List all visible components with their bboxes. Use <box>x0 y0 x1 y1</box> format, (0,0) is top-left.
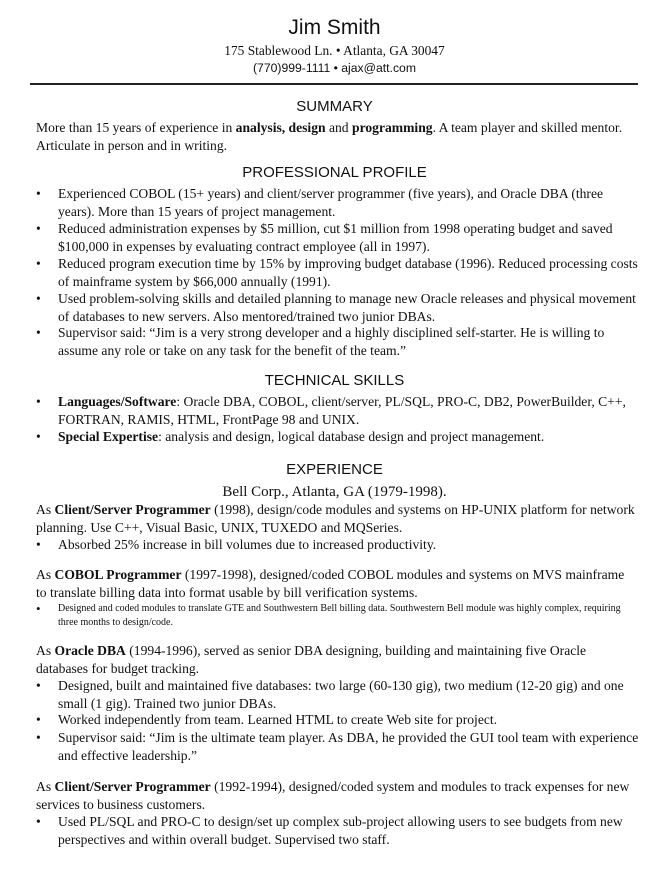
header-divider <box>30 83 638 85</box>
skills-heading: TECHNICAL SKILLS <box>264 372 405 389</box>
job-entry: As Client/Server Programmer (1998), design/code modules and systems on HP-UNIX platform for network planning. Use C++, Visual Basic, UNIX, TUXEDO and MQSeries. <box>36 502 635 535</box>
experience-heading: EXPERIENCE <box>286 461 383 478</box>
company-line: Bell Corp., Atlanta, GA (1979-1998). <box>222 484 447 500</box>
summary-text: More than 15 years of experience in analysis, design and programming. A team player and skilled mentor. Articulate in person and in writing. <box>36 120 623 153</box>
profile-item: • Reduced program execution time by 15% by improving budget database (1996). Reduced processing costs of mainframe system by $66,000 annually (1991). <box>36 256 638 289</box>
job-bullet: • Absorbed 25% increase in bill volumes due to increased productivity. <box>36 537 437 552</box>
contact-line: (770)999-1111 • ajax@att.com <box>253 61 416 75</box>
skills-expertise: • Special Expertise: analysis and design, logical database design and project management. <box>36 429 545 444</box>
job-entry: As COBOL Programmer (1997-1998), designed/coded COBOL modules and systems on MVS mainframe to translate billing data into format usable by bill verification systems. <box>36 567 625 600</box>
profile-heading: PROFESSIONAL PROFILE <box>242 164 427 181</box>
profile-item: • Used problem-solving skills and detailed planning to manage new Oracle releases and physical movement of databases to new servers. Also mentored/trained two junior DBAs. <box>36 291 636 324</box>
skills-languages: • Languages/Software: Oracle DBA, COBOL, client/server, PL/SQL, PRO-C, DB2, PowerBuilder, C++, FORTRAN, RAMIS, HTML, FrontPage 98 and UNIX. <box>36 394 626 427</box>
job-entry: As Oracle DBA (1994-1996), served as senior DBA designing, building and maintaining five Oracle databases for budget tracking. <box>36 643 587 676</box>
summary-heading: SUMMARY <box>296 98 373 115</box>
profile-item: • Supervisor said: “Jim is a very strong developer and a highly disciplined self-starter. He is willing to assume any role or take on any task for the benefit of the team.” <box>36 325 605 358</box>
job-bullet: • Designed, built and maintained five databases: two large (60-130 gig), two medium (12-20 gig) and one small (1 gig). Trained two junior DBAs. <box>36 678 624 711</box>
job-bullet: • Used PL/SQL and PRO-C to design/set up complex sub-project allowing users to see budgets from new perspectives and within overall budget. Supervised two staff. <box>36 814 623 847</box>
candidate-name: Jim Smith <box>288 16 381 39</box>
job-bullet: • Designed and coded modules to translate GTE and Southwestern Bell billing data. Southwestern Bell module was highly complex, requiring three months to design/code. <box>36 601 621 628</box>
job-bullet: • Supervisor said: “Jim is the ultimate team player. As DBA, he provided the GUI tool team with experience and effective leadership.” <box>36 730 639 763</box>
job-entry: As Client/Server Programmer (1992-1994), designed/coded system and modules to track expenses for new services to business customers. <box>36 779 630 812</box>
job-bullet: • Worked independently from team. Learned HTML to create Web site for project. <box>36 712 498 727</box>
profile-item: • Reduced administration expenses by $5 million, cut $1 million from 1998 operating budget and saved $100,000 in expenses by evaluating contract employee (all in 1997). <box>36 221 613 254</box>
profile-item: • Experienced COBOL (15+ years) and client/server programmer (five years), and Oracle DBA (three years). More than 15 years of project management. <box>36 186 604 219</box>
address-line: 175 Stablewood Ln. • Atlanta, GA 30047 <box>224 43 445 58</box>
